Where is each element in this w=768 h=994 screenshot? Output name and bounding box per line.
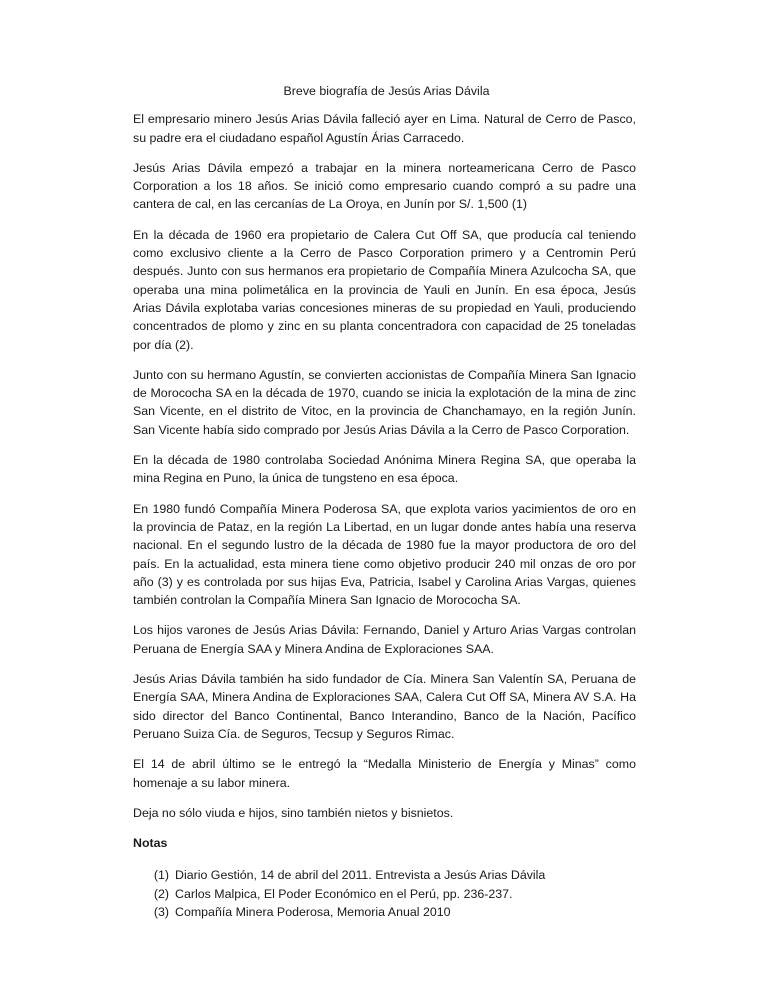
paragraph-3: En la década de 1960 era propietario de Calera Cut Off SA, que producía cal teniendo como exclusivo cliente a la Cerro de Pasco Corporation primero y a Centromin Perú después. Junto con sus hermanos era propietario de Compañía Minera Azulcocha SA, que operaba una mina polimetálica en la provincia de Yauli en Junín. En esa época, Jesús Arias Dávila explotaba varias concesiones mineras de su propiedad en Yauli, produciendo concentrados de plomo y zinc en su planta concentradora con capacidad de 25 toneladas por día (2). (133, 227, 636, 352)
paragraph-10: Deja no sólo viuda e hijos, sino también nietos y bisnietos. (133, 805, 454, 820)
paragraph-4: Junto con su hermano Agustín, se convierten accionistas de Compañía Minera San Ignacio de Morococha SA en la década de 1970, cuando se inicia la explotación de la mina de zinc San Vicente, en el distrito de Vitoc, en la provincia de Chanchamayo, en la región Junín. San Vicente había sido comprado por Jesús Arias Dávila a la Cerro de Pasco Corporation. (133, 367, 636, 437)
paragraph-5: En la década de 1980 controlaba Sociedad Anónima Minera Regina SA, que operaba la mina Regina en Puno, la única de tungsteno en esa época. (133, 453, 636, 486)
paragraph-7: Los hijos varones de Jesús Arias Dávila: Fernando, Daniel y Arturo Arias Vargas controlan Peruana de Energía SAA y Minera Andina de Exploraciones SAA. (133, 623, 636, 656)
paragraph-1: El empresario minero Jesús Arias Dávila falleció ayer en Lima. Natural de Cerro de Pasco, su padre era el ciudadano español Agustín Árias Carracedo. (133, 112, 636, 145)
note-item-2 (133, 885, 636, 903)
note-text: Diario Gestión, 14 de abril del 2011. Entrevista a Jesús Arias Dávila (175, 868, 546, 883)
paragraph-2: Jesús Arias Dávila empezó a trabajar en la minera norteamericana Cerro de Pasco Corporation a los 18 años. Se inició como empresario cuando compró a su padre una cantera de cal, en las cercanías de La Oroya, en Junín por S/. 1,500 (1) (133, 160, 636, 212)
note-number: (3) (153, 904, 169, 919)
document-title: Breve biografía de Jesús Arias Dávila (283, 84, 490, 98)
note-text: Compañía Minera Poderosa, Memoria Anual 2010 (175, 904, 451, 919)
paragraph-6: En 1980 fundó Compañía Minera Poderosa SA, que explota varios yacimientos de oro en la provincia de Pataz, en la región La Libertad, en un lugar donde antes había una reserva nacional. En el segundo lustro de la década de 1980 fue la mayor productora de oro del país. En la actualidad, esta minera tiene como objetivo producir 240 mil onzas de oro por año (3) y es controlada por sus hijas Eva, Patricia, Isabel y Carolina Arias Vargas, quienes también controlan la Compañía Minera San Ignacio de Morococha SA. (133, 501, 636, 608)
note-text: Carlos Malpica, El Poder Económico en el Perú, pp. 236-237. (175, 886, 513, 901)
note-number: (2) (153, 886, 169, 901)
note-number: (1) (153, 868, 169, 883)
notes-list (133, 866, 636, 921)
note-item-1 (133, 866, 636, 884)
paragraph-9: El 14 de abril último se le entregó la “Medalla Ministerio de Energía y Minas” como homenaje a su labor minera. (133, 757, 636, 790)
notes-heading: Notas (133, 836, 168, 851)
paragraph-8: Jesús Arias Dávila también ha sido fundador de Cía. Minera San Valentín SA, Peruana de Energía SAA, Minera Andina de Exploraciones SAA, Calera Cut Off SA, Minera AV S.A. Ha sido director del Banco Continental, Banco Interandino, Banco de la Nación, Pacífico Peruano Suiza Cía. de Seguros, Tecsup y Seguros Rimac. (133, 672, 636, 741)
note-item-3 (133, 903, 636, 921)
document-body (133, 82, 636, 921)
